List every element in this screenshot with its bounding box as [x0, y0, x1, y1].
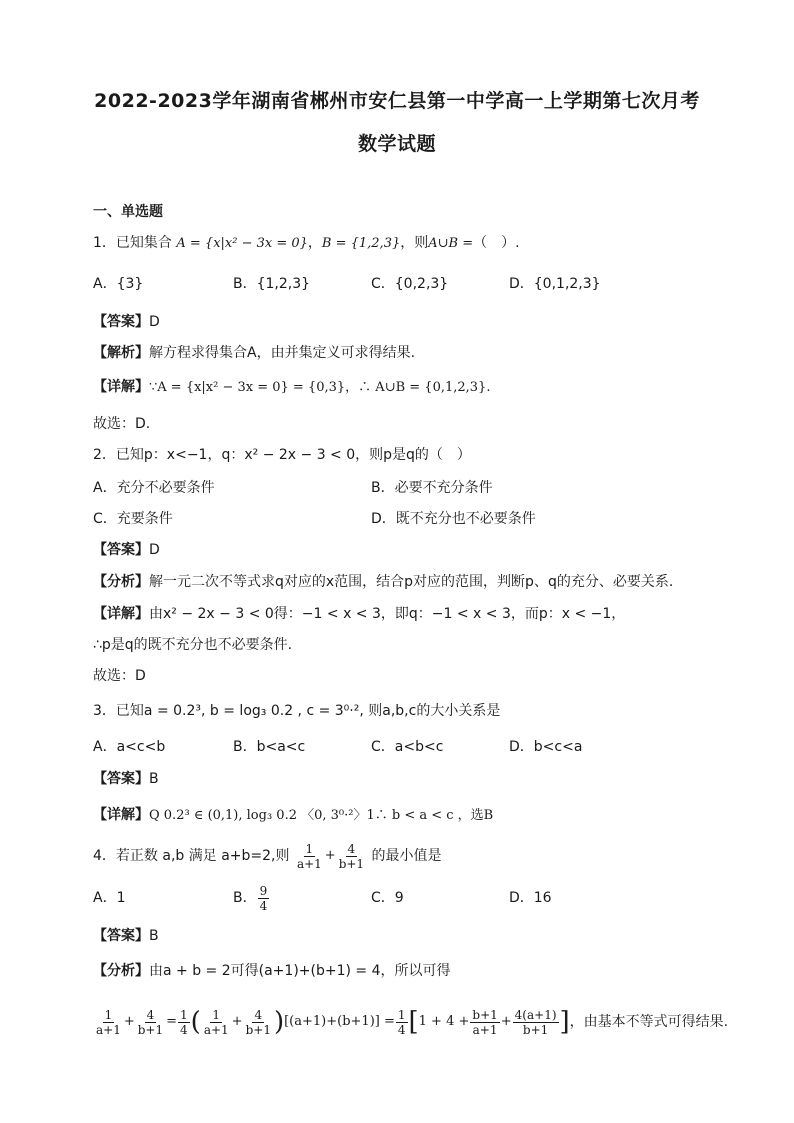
q1-number: 1．	[93, 235, 116, 251]
detail-label: 【详解】	[93, 606, 149, 622]
page-subtitle: 数学试题	[357, 133, 436, 155]
detail-label: 【详解】	[93, 379, 149, 395]
q3-option-a: A．a<c<b	[93, 739, 166, 755]
q1-answer-value: D	[149, 314, 160, 330]
q3-option-c: C．a<b<c	[371, 739, 444, 755]
q4-stem-a: 若正数 a,b 满足 a+b=2,则	[115, 848, 290, 864]
formula-frac-2-num: 4	[146, 1007, 155, 1022]
formula-frac-4-den: b+1	[245, 1022, 271, 1037]
detail-label: 【详解】	[93, 807, 149, 823]
q4-stem-b: 的最小值是	[371, 848, 442, 864]
q2-detail	[93, 605, 625, 623]
q2-detail-text: 由x² − 2x − 3 < 0得：−1 < x < 3，即q：−1 < x < 3，而p：x < −1，	[149, 606, 626, 622]
q1-sep: ，	[307, 235, 322, 251]
answer-label: 【答案】	[93, 314, 149, 330]
q3-number: 3．	[93, 703, 116, 719]
answer-label: 【答案】	[93, 542, 149, 558]
formula-frac-5	[470, 1008, 499, 1037]
q1-option-d: D．{0,1,2,3}	[509, 276, 601, 292]
analysis-label: 【分析】	[93, 574, 149, 590]
formula-frac-5-den: a+1	[472, 1022, 498, 1037]
section-heading: 一、单选题	[93, 204, 163, 220]
q3-answer-value: B	[149, 771, 159, 787]
q1-union: A∪B =	[428, 236, 474, 251]
q4-number: 4．	[93, 848, 116, 864]
q4-option-a: A．1	[93, 890, 126, 906]
formula-frac-1-den: a+1	[96, 1022, 121, 1037]
q4-answer-value: B	[149, 928, 159, 944]
formula-frac-4	[244, 1008, 273, 1037]
q3-detail	[93, 806, 493, 825]
q4-option-b-den: 4	[259, 898, 268, 913]
formula-quarter-2-den: 4	[397, 1022, 406, 1037]
q2-option-c: C．充要条件	[93, 511, 173, 527]
q4-option-b-label: B．	[233, 890, 257, 906]
q4-frac-1	[295, 842, 324, 871]
q4-frac-2-num: 4	[347, 841, 356, 856]
formula-in: 1 + 4 +	[418, 1014, 470, 1029]
q2-detail-2: ∴p是q的既不充分也不必要条件.	[93, 637, 293, 653]
formula-frac-6-den: b+1	[522, 1022, 549, 1037]
q2-conclusion: 故选：D	[93, 668, 146, 684]
q4-option-d: D．16	[509, 890, 552, 906]
formula-quarter-2-num: 1	[397, 1007, 406, 1022]
q3-answer	[93, 770, 159, 788]
q1-stem-b: ，则	[400, 235, 429, 251]
q3-option-d: D．b<c<a	[509, 739, 583, 755]
answer-label: 【答案】	[93, 771, 149, 787]
q4-option-b	[233, 880, 270, 916]
q3-stem-text: 已知a = 0.2³, b = log₃ 0.2 , c = 3⁰·², 则a,b,c的大小关系是	[115, 703, 501, 719]
formula-tail: ，由基本不等式可得结果.	[569, 1014, 729, 1030]
q4-option-b-frac	[258, 884, 270, 913]
formula-mid: [(a+1)+(b+1)] =	[284, 1014, 395, 1029]
q1-detail-text: ∵A = {x|x² − 3x = 0} = {0,3}，∴ A∪B = {0,1,2,3}.	[149, 380, 491, 395]
q1-option-a: A．{3}	[93, 276, 144, 292]
q2-answer	[93, 541, 160, 559]
q1-stem	[93, 234, 520, 253]
q4-option-b-num: 9	[259, 883, 268, 898]
answer-label: 【答案】	[93, 928, 149, 944]
q1-analysis	[93, 344, 415, 362]
formula-quarter-2	[396, 1008, 408, 1037]
q1-blank: （ ）.	[473, 235, 520, 251]
q1-conclusion: 故选：D.	[93, 416, 151, 432]
formula-frac-5-num: b+1	[472, 1007, 498, 1022]
formula-frac-3-num: 1	[212, 1007, 221, 1022]
formula-quarter-1-num: 1	[180, 1007, 188, 1022]
q2-analysis-text: 解一元二次不等式求q对应的x范围，结合p对应的范围，判断p、q的充分、必要关系.	[149, 574, 674, 590]
q4-option-c: C．9	[371, 890, 404, 906]
q4-stem: 4．若正数 a,b 满足 a+b=2,则 $\frac{1}{a+1}$ + $\frac{4}{b+1}$ 的最小值是	[93, 841, 442, 871]
q4-frac-1-den: a+1	[296, 856, 322, 871]
q4-frac-2-den: b+1	[338, 856, 365, 871]
q4-analysis	[93, 962, 451, 980]
q4-analysis-text: 由a + b = 2可得(a+1)+(b+1) = 4，所以可得	[149, 963, 451, 979]
q1-option-c: C．{0,2,3}	[371, 276, 449, 292]
formula-frac-3	[202, 1008, 231, 1037]
q3-stem	[93, 702, 500, 720]
q1-answer	[93, 313, 160, 331]
q2-answer-value: D	[149, 542, 160, 558]
q4-answer	[93, 927, 159, 945]
q2-option-d: D．既不充分也不必要条件	[371, 511, 536, 527]
q4-frac-2	[337, 842, 366, 871]
q1-stem-a: 已知集合	[115, 235, 172, 251]
formula-frac-1	[94, 1008, 123, 1037]
formula-frac-6-num: 4(a+1)	[514, 1007, 557, 1022]
q1-option-b: B．{1,2,3}	[233, 276, 311, 292]
q4-formula: $\frac{1}{a+1}$ + $\frac{4}{b+1}$ = $\frac{1}{4}$ ( $\frac{1}{a+1}$ + $\frac{4}{b+1}$ )[(a+1)+(b+1)] = $\frac{1}{4}$ [1 + 4 + $\frac{b+1}{a+1}$ + $\frac{4(a+1)}{b+1}$ ]，由基本不等式可得结果.	[96, 1007, 729, 1037]
formula-frac-3-den: a+1	[203, 1022, 229, 1037]
q1-set-a: A = {x|x² − 3x = 0}	[176, 236, 308, 251]
formula-frac-2	[136, 1008, 165, 1037]
q1-detail	[93, 378, 490, 397]
q2-option-b: B．必要不充分条件	[371, 480, 493, 496]
q2-option-a: A．充分不必要条件	[93, 480, 215, 496]
formula-quarter-1	[178, 1008, 190, 1037]
q3-detail-text: Q 0.2³ ∈ (0,1), log₃ 0.2 〈0, 3⁰·²〉1∴ b < a < c ，选B	[149, 808, 494, 823]
q2-analysis	[93, 573, 673, 591]
formula-frac-4-num: 4	[254, 1007, 263, 1022]
analysis-label: 【解析】	[93, 345, 149, 361]
q3-option-b: B．b<a<c	[233, 739, 306, 755]
q1-set-b: B = {1,2,3}	[321, 236, 401, 251]
formula-eq-1: =	[166, 1014, 178, 1029]
formula-frac-1-num: 1	[104, 1007, 113, 1022]
q2-number: 2．	[93, 447, 116, 463]
formula-frac-6	[513, 1008, 559, 1037]
page-title: 2022-2023学年湖南省郴州市安仁县第一中学高一上学期第七次月考	[94, 90, 700, 112]
q2-stem-text: 已知p：x<−1，q：x² − 2x − 3 < 0，则p是q的（ ）	[115, 447, 471, 463]
analysis-label: 【分析】	[93, 963, 149, 979]
q2-stem	[93, 446, 471, 464]
q1-analysis-text: 解方程求得集合A，由并集定义可求得结果.	[149, 345, 416, 361]
formula-frac-2-den: b+1	[137, 1022, 164, 1037]
formula-quarter-1-den: 4	[180, 1022, 188, 1037]
q4-frac-1-num: 1	[305, 841, 314, 856]
